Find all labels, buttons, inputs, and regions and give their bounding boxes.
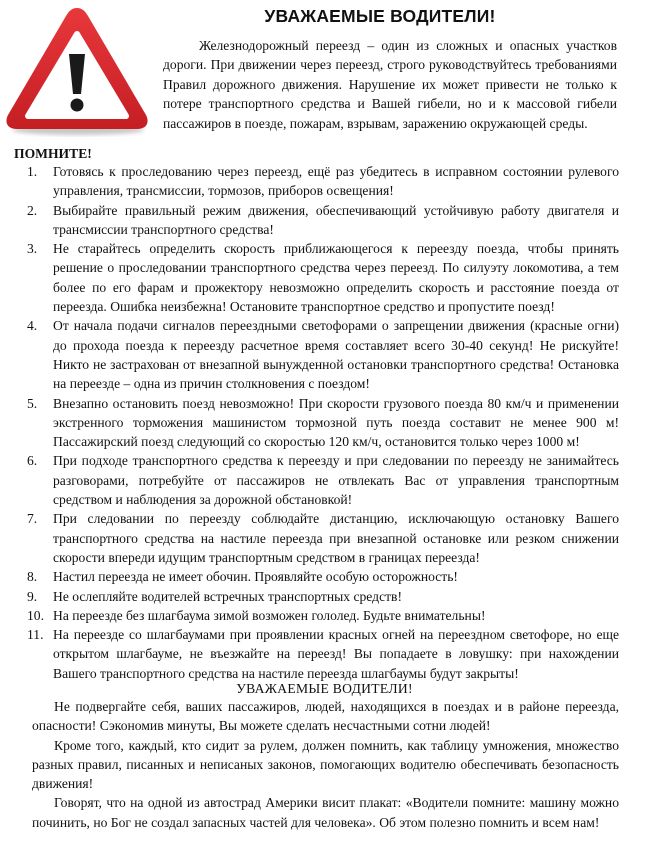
rule-text: При подходе транспортного средства к переезду и при следовании по переезду не занимайтесь разговорами, потребуйте от пассажиров не отвлекать Вас от управления транспортным средством и наблюдения за дорожной обстановкой! xyxy=(53,453,619,508)
rule-number: 4. xyxy=(27,318,38,334)
rule-item xyxy=(0,625,649,683)
rule-item xyxy=(0,587,649,606)
rule-text: На переезде со шлагбаумами при проявлении красных огней на переездном светофоре, но еще открытом шлагбауме, не въезжайте на переезд! Вы попадаете в ловушку: при нахождении Вашего транспортного средства на настиле переезда шлагбаумы будут закрыты! xyxy=(53,627,619,681)
rule-text: Выбирайте правильный режим движения, обеспечивающий устойчивую работу двигателя и трансмиссии транспортного средства! xyxy=(53,202,619,237)
rule-number: 9. xyxy=(27,588,38,604)
closing-paragraph: Говорят, что на одной из автострад Америки висит плакат: «Водители помните: машину можно починить, но Бог не создал запасных частей для человека». Об этом полезно помнить и всем нам! xyxy=(32,795,619,830)
rule-item xyxy=(0,162,649,201)
rule-item xyxy=(0,394,649,452)
rule-text: От начала подачи сигналов переездными светофорами о запрещении движения (красные огни) до прохода поезда к переезду расчетное время составляет всего 30-40 секунд! Не рискуйте! Никто не застрахован от внезапной вынужденной остановки транспортного средства! Остановка на переезде – одна из причин столкновения с поездом! xyxy=(53,318,619,392)
rule-text: Настил переезда не имеет обочин. Проявляйте особую осторожность! xyxy=(53,569,458,585)
rule-number: 10. xyxy=(27,607,44,623)
rule-text: Не старайтесь определить скорость приближающегося к переезду поезда, чтобы принять решение о проследовании транспортного средства через переезд. По силуэту локомотива, а тем более по его фарам и прожектору невозможно определить скорость и расстояние поезда от переезда. Ошибка неизбежна! Остановите транспортное средство и пропустите поезд! xyxy=(53,241,619,315)
rule-number: 8. xyxy=(27,569,38,585)
rule-item xyxy=(0,316,649,393)
rule-text: Не ослепляйте водителей встречных транспортных средств! xyxy=(53,588,402,604)
rule-item xyxy=(0,451,649,509)
closing-heading: УВАЖАЕМЫЕ ВОДИТЕЛИ! xyxy=(236,681,413,696)
rule-number: 3. xyxy=(27,241,38,257)
rule-item xyxy=(0,509,649,567)
intro-paragraph: Железнодорожный переезд – один из сложных и опасных участков дороги. При движении через переезд, строго руководствуйтесь требованиями Правил дорожного движения. Нарушение их может привести не только к потере транспортного средства и Вашей гибели, но и к массовой гибели пассажиров в поезде, пожарам, взрывам, заражению окружающей среды. xyxy=(163,38,617,131)
rule-item xyxy=(0,201,649,240)
warning-triangle-exclamation-icon xyxy=(2,2,152,140)
rule-text: На переезде без шлагбаума зимой возможен гололед. Будьте внимательны! xyxy=(53,607,486,623)
rule-item xyxy=(0,606,649,625)
rule-text: При следовании по переезду соблюдайте дистанцию, исключающую остановку Вашего транспортного средства на настиле переезда при внезапной остановке или резком снижении скорости впереди идущим транспортным средством в границах переезда! xyxy=(53,511,619,565)
rule-number: 5. xyxy=(27,395,38,411)
remember-heading: ПОМНИТЕ! xyxy=(14,146,92,161)
rule-text: Готовясь к проследованию через переезд, ещё раз убедитесь в исправном состоянии рулевого управления, трансмиссии, тормозов, приборов освещения! xyxy=(53,164,619,199)
rule-item xyxy=(0,239,649,316)
closing-paragraphs xyxy=(32,697,619,832)
closing-paragraph: Не подвергайте себя, ваших пассажиров, людей, находящихся в поездах и в районе переезда, опасности! Сэкономив минуты, Вы можете сделать несчастными сотни людей! xyxy=(32,699,619,734)
page-title: УВАЖАЕМЫЕ ВОДИТЕЛИ! xyxy=(264,6,496,26)
rule-number: 11. xyxy=(27,627,44,643)
rule-number: 1. xyxy=(27,164,38,179)
rule-item xyxy=(0,567,649,586)
rule-text: Внезапно остановить поезд невозможно! При скорости грузового поезда 80 км/ч и применении экстренного торможения машинистом тормозной путь поезда составит не менее 900 м! Пассажирский поезд следующий со скоростью 120 км/ч, остановится только через 1000 м! xyxy=(53,395,619,450)
rule-number: 7. xyxy=(27,511,38,527)
rules-list xyxy=(0,162,649,683)
rule-number: 6. xyxy=(27,453,38,469)
closing-paragraph: Кроме того, каждый, кто сидит за рулем, должен помнить, как таблицу умножения, множество разных правил, писанных и неписаных законов, помогающих водителю обеспечивать безопасность движения! xyxy=(32,737,619,792)
rule-number: 2. xyxy=(27,202,38,218)
